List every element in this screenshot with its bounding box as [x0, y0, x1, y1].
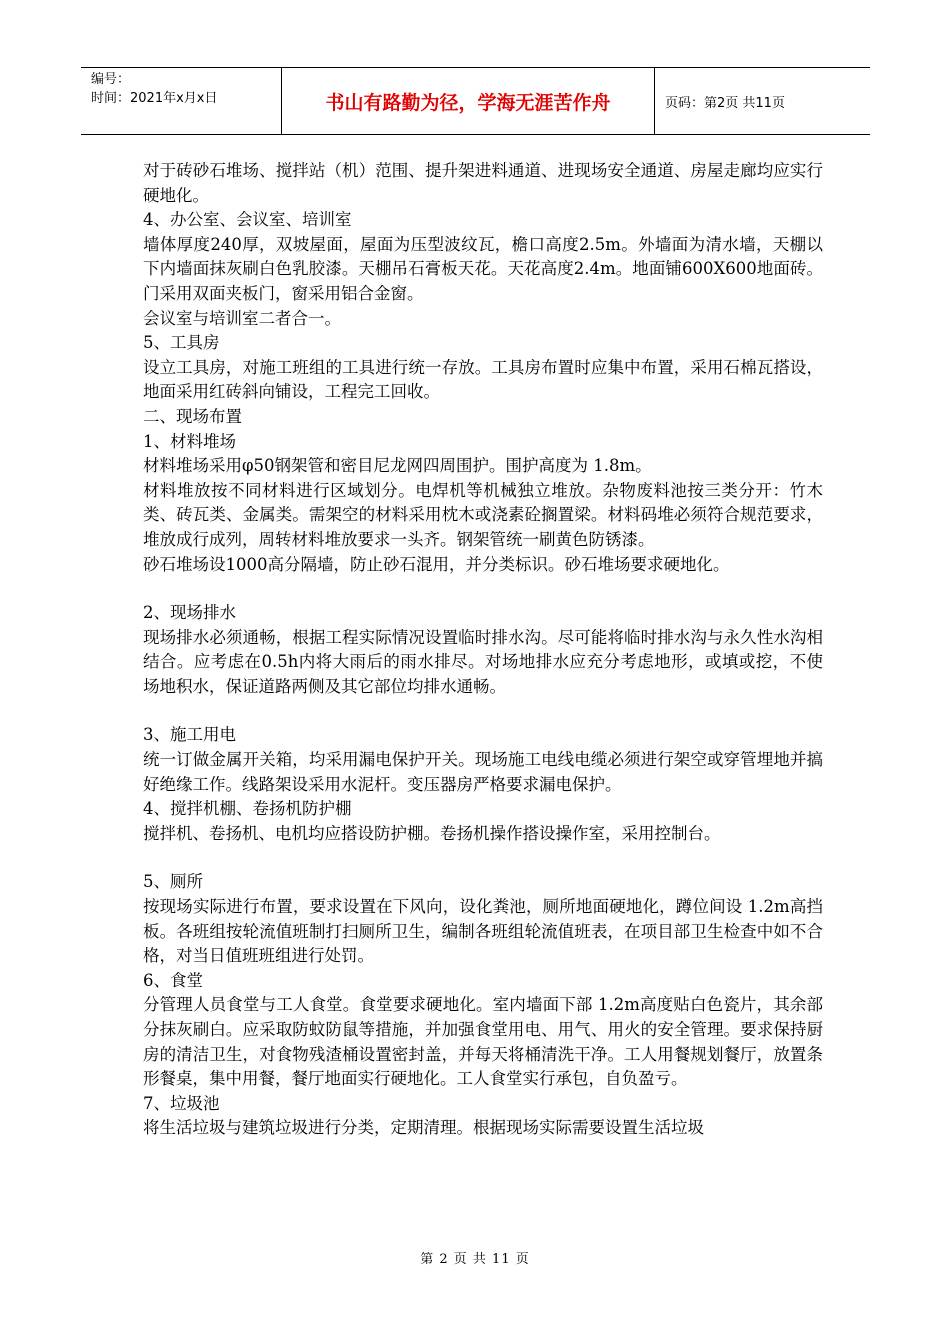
section-heading: 5、厕所	[143, 872, 203, 892]
paragraph: 会议室与培训室二者合一。	[143, 308, 341, 328]
paragraph: 材料堆放按不同材料进行区域划分。电焊机等机械独立堆放。杂物废料池按三类分开：竹木类、砖瓦类、金属类。需架空的材料采用枕木或浇素砼搁置梁。材料码堆必须符合规范要求，堆放成行成列，周转材料堆放要求一头齐。钢架管统一刷黄色防锈漆。	[143, 480, 823, 549]
paragraph: 墙体厚度240厚，双坡屋面，屋面为压型波纹瓦，檐口高度2.5m。外墙面为清水墙，天棚以下内墙面抹灰刷白色乳胶漆。天棚吊石膏板天花。天花高度2.4m。地面铺600X600地面砖。门采用双面夹板门，窗采用铝合金窗。	[143, 234, 823, 303]
paragraph: 现场排水必须通畅，根据工程实际情况设置临时排水沟。尽可能将临时排水沟与永久性水沟相结合。应考虑在0.5h内将大雨后的雨水排尽。对场地排水应充分考虑地形，或填或挖，不使场地积水，保证道路两侧及其它部位均排水通畅。	[143, 627, 823, 696]
paragraph: 按现场实际进行布置，要求设置在下风向，设化粪池，厕所地面硬地化，蹲位间设 1.2m高挡板。各班组按轮流值班制打扫厕所卫生，编制各班组轮流值班表，在项目部卫生检查中如不合格，对当日值班班组进行处罚。	[143, 897, 823, 966]
document-number-label: 编号：	[91, 72, 131, 87]
document-body	[143, 159, 823, 1141]
document-date-label: 时间：2021年x月x日	[91, 91, 218, 106]
section-heading: 4、搅拌机棚、卷扬机防护棚	[143, 799, 352, 819]
paragraph: 设立工具房，对施工班组的工具进行统一存放。工具房布置时应集中布置，采用石棉瓦搭设，地面采用红砖斜向铺设，工程完工回收。	[143, 357, 823, 402]
section-heading: 4、办公室、会议室、培训室	[143, 210, 352, 230]
paragraph: 对于砖砂石堆场、搅拌站（机）范围、提升架进料通道、进现场安全通道、房屋走廊均应实行硬地化。	[143, 161, 823, 205]
page-footer: 第 2 页 共 11 页	[420, 1252, 530, 1267]
paragraph: 材料堆场采用φ50钢架管和密目尼龙网四周围护。围护高度为 1.8m。	[143, 456, 652, 476]
header-page-info: 页码：第2页 共11页	[665, 95, 785, 111]
header-table	[81, 67, 870, 135]
section-heading: 6、食堂	[143, 970, 203, 990]
paragraph: 砂石堆场设1000高分隔墙，防止砂石混用，并分类标识。砂石堆场要求硬地化。	[143, 554, 730, 574]
header-motto: 书山有路勤为径，学海无涯苦作舟	[282, 68, 655, 134]
section-heading: 1、材料堆场	[143, 431, 236, 451]
section-heading: 5、工具房	[143, 333, 220, 353]
paragraph: 统一订做金属开关箱，均采用漏电保护开关。现场施工电线电缆必须进行架空或穿管埋地并搞好绝缘工作。线路架设采用水泥杆。变压器房严格要求漏电保护。	[143, 750, 823, 794]
paragraph: 分管理人员食堂与工人食堂。食堂要求硬地化。室内墙面下部 1.2m高度贴白色瓷片，其余部分抹灰刷白。应采取防蚊防鼠等措施，并加强食堂用电、用气、用火的安全管理。要求保持厨房的清洁卫生，对食物残渣桶设置密封盖，并每天将桶清洗干净。工人用餐规划餐厅，放置条形餐桌，集中用餐，餐厅地面实行硬地化。工人食堂实行承包，自负盈亏。	[143, 995, 823, 1089]
paragraph: 搅拌机、卷扬机、电机均应搭设防护棚。卷扬机操作搭设操作室，采用控制台。	[143, 823, 721, 843]
section-heading: 2、现场排水	[143, 603, 236, 623]
section-heading: 3、施工用电	[143, 725, 236, 745]
section-heading: 7、垃圾池	[143, 1093, 220, 1113]
paragraph: 将生活垃圾与建筑垃圾进行分类，定期清理。根据现场实际需要设置生活垃圾	[143, 1118, 704, 1138]
header-meta-cell	[81, 68, 282, 134]
section-heading: 二、现场布置	[143, 406, 242, 426]
